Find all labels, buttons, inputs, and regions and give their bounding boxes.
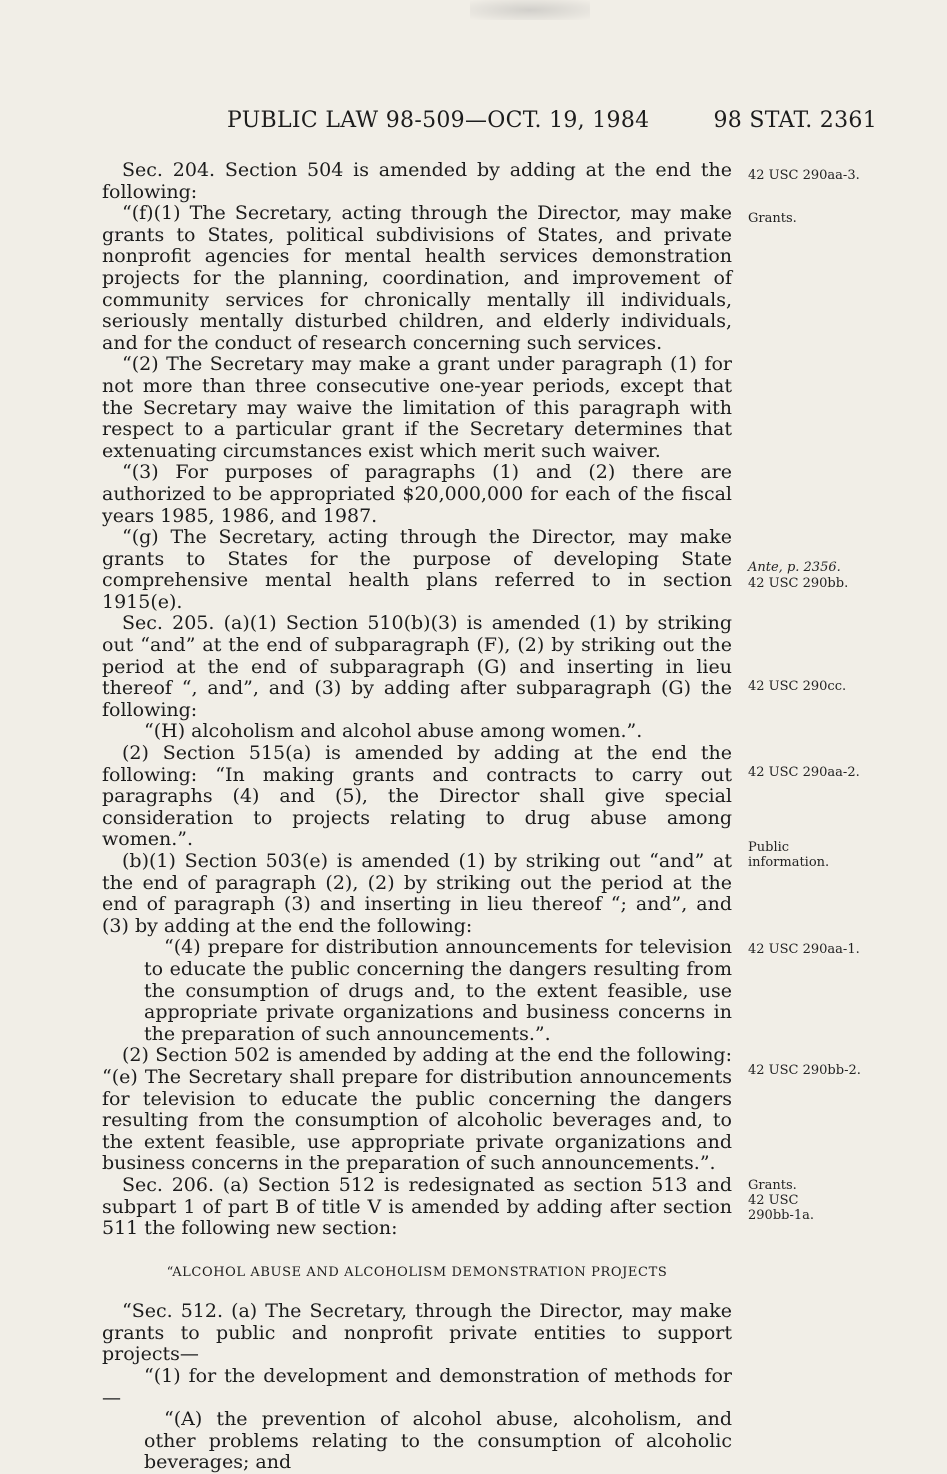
paragraph: “Sec. 512. (a) The Secretary, through the Director, may make grants to public and nonprofit private entities to support projects— [102,1300,732,1366]
paragraph: “(g) The Secretary, acting through the Director, may make grants to States for the purpose of developing State comprehensive mental health plans referred to in section 1915(e). [102,526,732,613]
paragraph: “(A) the prevention of alcohol abuse, alcoholism, and other problems relating to the consumption of alcoholic beverages; and [144,1408,732,1474]
paragraph: “(f)(1) The Secretary, acting through the Director, may make grants to States, political subdivisions of States, and private nonprofit agencies for mental health services demonstration projects for the planning, coordination, and improvement of community services for chronically mentally ill individuals, seriously mentally disturbed children, and elderly individuals, and for the conduct of research concerning such services. [102,202,732,354]
margin-note: 42 USC 290bb-1a. [748,1193,815,1223]
paragraph: “(3) For purposes of paragraphs (1) and (2) there are authorized to be appropriated $20,000,000 for each of the fiscal years 1985, 1986, and 1987. [102,461,732,527]
paragraph: Sec. 204. Section 504 is amended by adding at the end the following: [102,159,732,203]
document-body [102,160,732,1474]
section-heading: “ALCOHOL ABUSE AND ALCOHOLISM DEMONSTRATION PROJECTS [166,1264,668,1280]
scan-smudge [470,0,590,20]
paragraph: (2) Section 502 is amended by adding at the end the following: “(e) The Secretary shall prepare for distribution announcements for television to educate the public concerning the dangers resulting from the consumption of alcoholic beverages and, to the extent feasible, use appropriate private organizations and business concerns in the preparation of such announcements.”. [102,1044,732,1175]
margin-note: 42 USC 290cc. [748,679,847,694]
margin-note: 42 USC 290bb. [748,576,849,591]
paragraph: Sec. 206. (a) Section 512 is redesignated as section 513 and subpart 1 of part B of title V is amended by adding after section 511 the following new section: [102,1173,732,1240]
margin-note-italic: Ante, p. 2356. [748,560,841,575]
page-header [102,108,877,144]
margin-note: Public information. [748,840,830,870]
margin-note: Grants. [748,1178,797,1193]
margin-note: 42 USC 290aa-1. [748,942,860,957]
margin-note [748,560,898,575]
header-stat: 98 STAT. 2361 [713,108,877,133]
paragraph: “(4) prepare for distribution announcements for television to educate the public concerning the dangers resulting from the consumption of drugs and, to the extent feasible, use appropriate private organizations and business concerns in the preparation of such announcements.”. [144,936,732,1045]
paragraph: “(1) for the development and demonstration of methods for— [102,1365,732,1409]
margin-note: 42 USC 290aa-3. [748,168,860,183]
paragraph: (b)(1) Section 503(e) is amended (1) by striking out “and” at the end of paragraph (2), (2) by striking out the period at the end of paragraph (3) and inserting in lieu thereof “; and”, and (3) by adding at the end the following: [102,850,732,937]
paragraph: “(2) The Secretary may make a grant under paragraph (1) for not more than three consecutive one-year periods, except that the Secretary may waive the limitation of this paragraph with respect to a particular grant if the Secretary determines that extenuating circumstances exist which merit such waiver. [102,353,732,462]
paragraph: “(H) alcoholism and alcohol abuse among women.”. [144,720,643,743]
paragraph: (2) Section 515(a) is amended by adding at the end the following: “In making grants and contracts to carry out paragraphs (4) and (5), the Director shall give special consideration to projects relating to drug abuse among women.”. [102,742,732,851]
margin-note: 42 USC 290bb-2. [748,1063,861,1078]
header-law: PUBLIC LAW 98-509—OCT. 19, 1984 [227,108,650,133]
paragraph: Sec. 205. (a)(1) Section 510(b)(3) is amended (1) by striking out “and” at the end of subparagraph (F), (2) by striking out the period at the end of subparagraph (G) and inserting in lieu thereof “, and”, and (3) by adding after subparagraph (G) the following: [102,612,732,721]
margin-note: Grants. [748,211,797,226]
margin-note: 42 USC 290aa-2. [748,765,860,780]
